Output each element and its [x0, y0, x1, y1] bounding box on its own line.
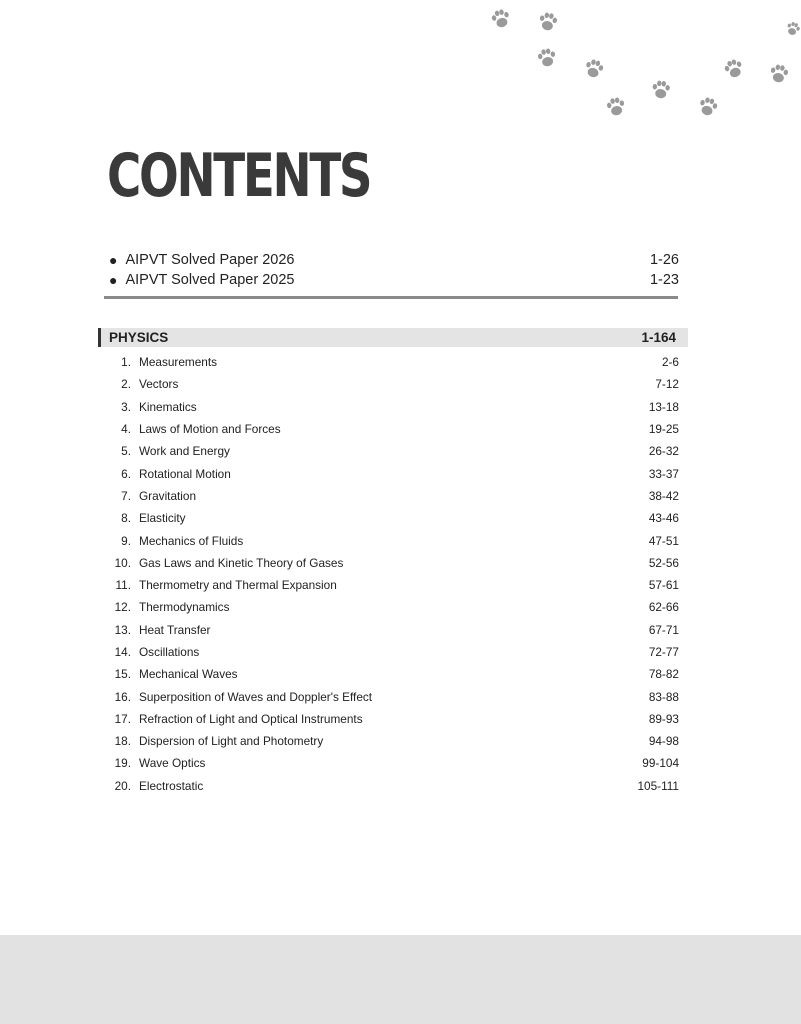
chapter-pages: 7-12 — [655, 377, 679, 392]
solved-papers-list — [107, 250, 679, 290]
chapter-pages: 26-32 — [648, 444, 679, 459]
chapter-title: Thermometry and Thermal Expansion — [139, 578, 337, 593]
chapter-item[interactable] — [107, 440, 679, 462]
chapter-title: Dispersion of Light and Photometry — [139, 734, 324, 749]
solved-paper-title: AIPVT Solved Paper 2026 — [125, 252, 295, 268]
chapter-item[interactable] — [107, 373, 679, 395]
chapter-number: 20. — [114, 778, 131, 793]
chapter-pages: 83-88 — [648, 689, 679, 704]
chapter-pages: 67-71 — [648, 622, 679, 637]
chapter-item[interactable] — [107, 396, 679, 418]
solved-paper-item[interactable] — [107, 250, 679, 270]
paw-print-icon — [695, 94, 722, 121]
chapter-number: 14. — [114, 645, 131, 659]
chapter-item[interactable] — [107, 418, 679, 440]
paw-print-icon — [649, 78, 673, 102]
chapter-title: Gravitation — [139, 488, 197, 503]
chapter-item[interactable] — [107, 552, 679, 574]
chapter-item[interactable] — [107, 485, 679, 507]
chapter-item[interactable] — [107, 752, 679, 774]
chapter-item[interactable] — [107, 529, 679, 551]
section-name: PHYSICS — [109, 330, 169, 345]
paw-print-icon — [488, 6, 515, 33]
chapter-pages: 57-61 — [648, 578, 679, 593]
solved-paper-title: AIPVT Solved Paper 2025 — [125, 272, 295, 288]
chapter-pages: 62-66 — [648, 600, 679, 615]
chapter-title: Elasticity — [139, 511, 186, 526]
chapter-pages: 43-46 — [648, 511, 679, 526]
chapter-title: Rotational Motion — [139, 466, 231, 481]
section-header-physics[interactable] — [98, 328, 688, 347]
chapter-item[interactable] — [107, 641, 679, 663]
chapter-number: 13. — [114, 622, 131, 637]
chapter-item[interactable] — [107, 574, 679, 596]
page-title: CONTENTS — [107, 141, 371, 211]
chapter-pages: 105-111 — [637, 778, 679, 793]
chapter-item[interactable] — [107, 708, 679, 730]
chapter-item[interactable] — [107, 685, 679, 707]
chapter-pages: 89-93 — [648, 711, 679, 726]
chapter-pages: 19-25 — [648, 422, 679, 437]
paw-print-icon — [534, 45, 559, 70]
chapter-pages: 94-98 — [648, 734, 679, 749]
chapter-item[interactable] — [107, 462, 679, 484]
chapter-number: 12. — [114, 600, 131, 615]
chapter-title: Gas Laws and Kinetic Theory of Gases — [139, 555, 344, 570]
section-marker-bar — [98, 328, 101, 347]
paw-print-icon — [581, 56, 608, 83]
chapter-number: 8. — [121, 511, 131, 526]
bullet-icon: ● — [109, 272, 118, 288]
solved-paper-pages: 1-23 — [649, 272, 679, 288]
chapter-pages: 13-18 — [648, 399, 679, 414]
chapter-title: Work and Energy — [139, 444, 230, 459]
chapter-pages: 47-51 — [648, 533, 679, 548]
chapter-number: 11. — [115, 578, 131, 593]
paw-print-icon — [603, 94, 628, 119]
chapter-number: 6. — [121, 466, 131, 481]
chapter-title: Mechanics of Fluids — [139, 533, 244, 548]
chapter-number: 2. — [121, 377, 131, 392]
chapter-number: 5. — [121, 444, 131, 459]
chapter-item[interactable] — [107, 596, 679, 618]
chapter-number: 4. — [121, 422, 131, 437]
chapter-pages: 38-42 — [648, 488, 679, 503]
chapter-number: 3. — [121, 399, 131, 414]
paw-print-icon — [766, 61, 791, 86]
chapter-pages: 78-82 — [648, 667, 679, 682]
chapter-item[interactable] — [107, 775, 679, 797]
chapter-number: 18. — [114, 734, 131, 749]
chapter-title: Heat Transfer — [139, 622, 211, 637]
chapter-number: 15. — [114, 667, 131, 682]
chapter-number: 7. — [121, 488, 131, 503]
chapter-item[interactable] — [107, 730, 679, 752]
chapter-title: Thermodynamics — [139, 600, 230, 615]
divider — [104, 296, 678, 299]
paw-print-icon — [720, 55, 748, 83]
chapter-number: 1. — [121, 355, 131, 370]
chapter-number: 16. — [114, 689, 131, 704]
chapter-list — [107, 351, 679, 797]
chapter-number: 19. — [114, 756, 131, 771]
chapter-pages: 99-104 — [642, 756, 679, 771]
paw-print-icon — [535, 9, 560, 34]
chapter-title: Electrostatic — [139, 778, 204, 793]
chapter-number: 17. — [114, 711, 131, 726]
chapter-pages: 2-6 — [661, 355, 679, 370]
chapter-pages: 52-56 — [648, 555, 679, 570]
footer-band — [0, 935, 801, 1024]
chapter-item[interactable] — [107, 619, 679, 641]
chapter-title: Laws of Motion and Forces — [139, 422, 281, 437]
chapter-title: Mechanical Waves — [139, 667, 238, 682]
chapter-number: 9. — [121, 533, 131, 548]
chapter-item[interactable] — [107, 507, 679, 529]
chapter-title: Kinematics — [139, 399, 197, 414]
chapter-item[interactable] — [107, 351, 679, 373]
chapter-title: Wave Optics — [139, 756, 206, 771]
chapter-title: Measurements — [139, 355, 218, 370]
chapter-title: Oscillations — [139, 645, 200, 659]
solved-paper-item[interactable] — [107, 270, 679, 290]
bullet-icon: ● — [109, 252, 118, 268]
chapter-item[interactable] — [107, 663, 679, 685]
chapter-title: Vectors — [139, 377, 179, 392]
chapter-title: Superposition of Waves and Doppler's Effect — [139, 689, 373, 704]
chapter-pages: 72-77 — [648, 645, 679, 659]
chapter-number: 10. — [114, 555, 131, 570]
paw-print-icon — [782, 16, 801, 42]
chapter-title: Refraction of Light and Optical Instruments — [139, 711, 363, 726]
chapter-pages: 33-37 — [648, 466, 679, 481]
solved-paper-pages: 1-26 — [649, 252, 679, 268]
section-pages: 1-164 — [641, 330, 676, 345]
